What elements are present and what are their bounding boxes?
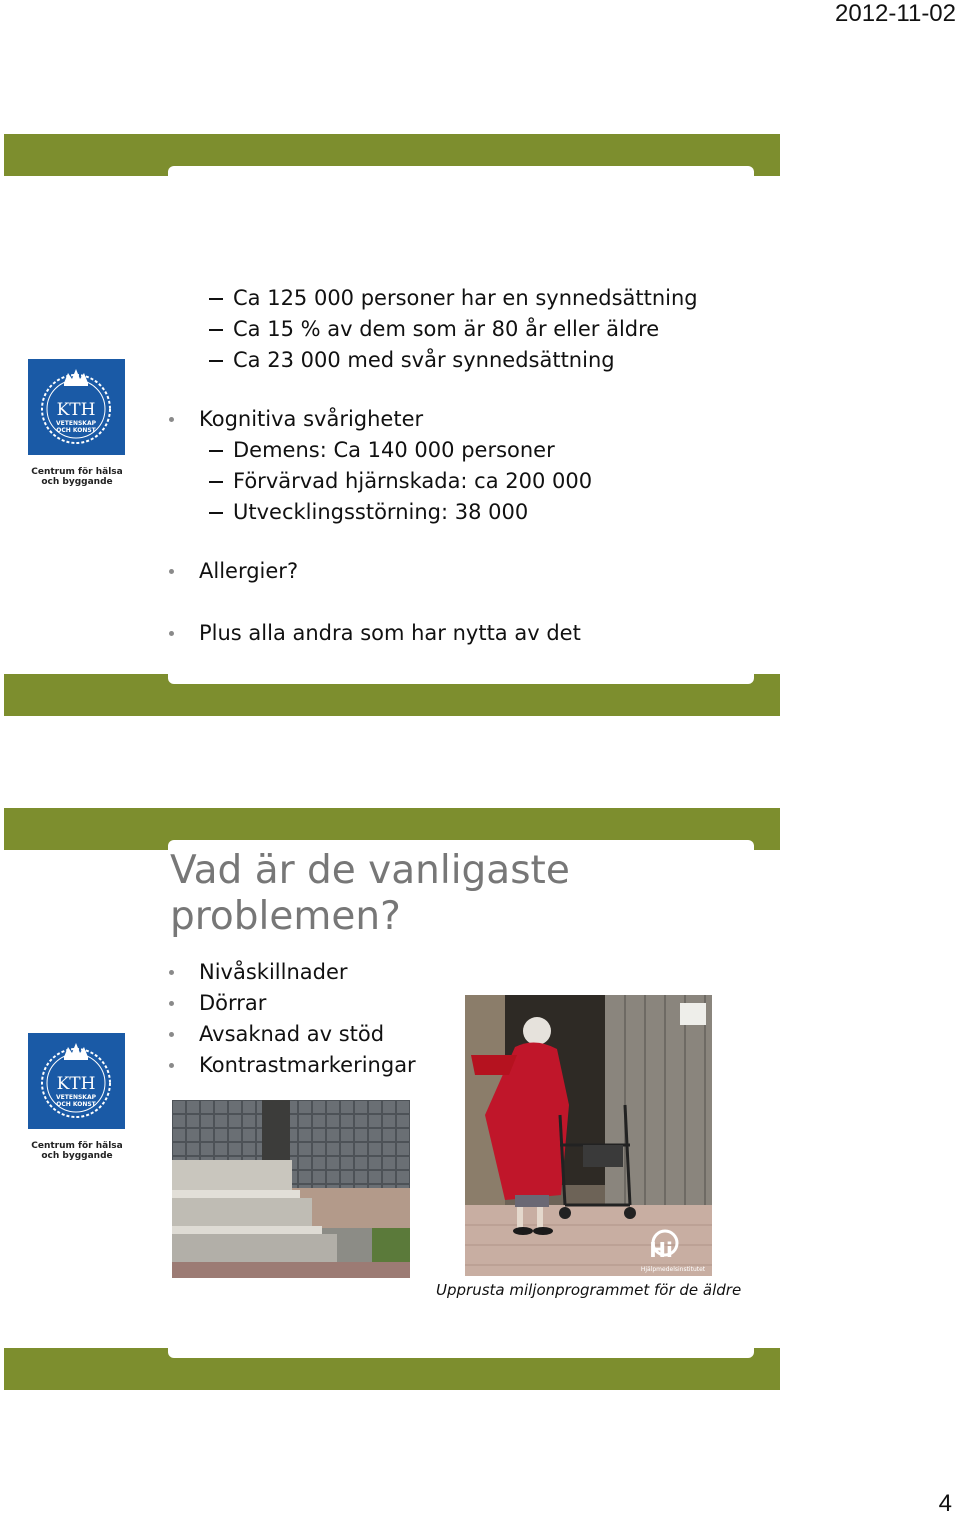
list-item: Ca 125 000 personer har en synnedsättning bbox=[233, 285, 698, 311]
list-item: Ca 15 % av dem som är 80 år eller äldre bbox=[233, 316, 659, 342]
page-date: 2012-11-02 bbox=[835, 0, 956, 27]
kth-emblem-icon bbox=[28, 1033, 125, 1129]
svg-text:Hjälpmedelsinstitutet: Hjälpmedelsinstitutet bbox=[640, 1266, 706, 1273]
svg-text:VETENSKAP: VETENSKAP bbox=[56, 420, 96, 427]
slide-bottom-band bbox=[4, 1348, 780, 1390]
svg-text:Hi: Hi bbox=[649, 1238, 673, 1262]
slide-top-band bbox=[4, 808, 780, 850]
list-item: Avsaknad av stöd bbox=[199, 1021, 384, 1047]
list-item: Nivåskillnader bbox=[199, 959, 348, 985]
logo-caption: Centrum för hälsa och byggande bbox=[31, 467, 123, 487]
list-item: Demens: Ca 140 000 personer bbox=[233, 437, 555, 463]
list-item: Kontrastmarkeringar bbox=[199, 1052, 416, 1078]
list-item: Utvecklingsstörning: 38 000 bbox=[233, 499, 528, 525]
list-item: Dörrar bbox=[199, 990, 266, 1016]
stairs-photo bbox=[172, 1100, 410, 1278]
walker-photo bbox=[465, 995, 712, 1276]
kth-emblem-icon bbox=[28, 359, 125, 455]
photo-caption: Upprusta miljonprogrammet för de äldre bbox=[436, 1281, 742, 1299]
slide-title: Vad är de vanligaste problemen? bbox=[170, 848, 570, 939]
slide-1 bbox=[0, 134, 960, 718]
svg-text:KTH: KTH bbox=[56, 1074, 96, 1094]
slide-bottom-band bbox=[4, 674, 780, 716]
list-item: Förvärvad hjärnskada: ca 200 000 bbox=[233, 468, 592, 494]
kth-logo bbox=[28, 359, 126, 487]
svg-text:VETENSKAP: VETENSKAP bbox=[56, 1094, 96, 1101]
list-item: Plus alla andra som har nytta av det bbox=[199, 620, 581, 646]
svg-text:OCH KONST: OCH KONST bbox=[56, 1101, 96, 1108]
svg-text:KTH: KTH bbox=[56, 400, 96, 420]
page-number: 4 bbox=[938, 1490, 952, 1517]
list-item: Kognitiva svårigheter bbox=[199, 406, 423, 432]
list-item: Ca 23 000 med svår synnedsättning bbox=[233, 347, 615, 373]
svg-text:OCH KONST: OCH KONST bbox=[56, 427, 96, 434]
slide-2 bbox=[0, 808, 960, 1392]
list-item: Allergier? bbox=[199, 558, 298, 584]
kth-logo bbox=[28, 1033, 126, 1161]
slide-top-band bbox=[4, 134, 780, 176]
logo-caption: Centrum för hälsa och byggande bbox=[31, 1141, 123, 1161]
